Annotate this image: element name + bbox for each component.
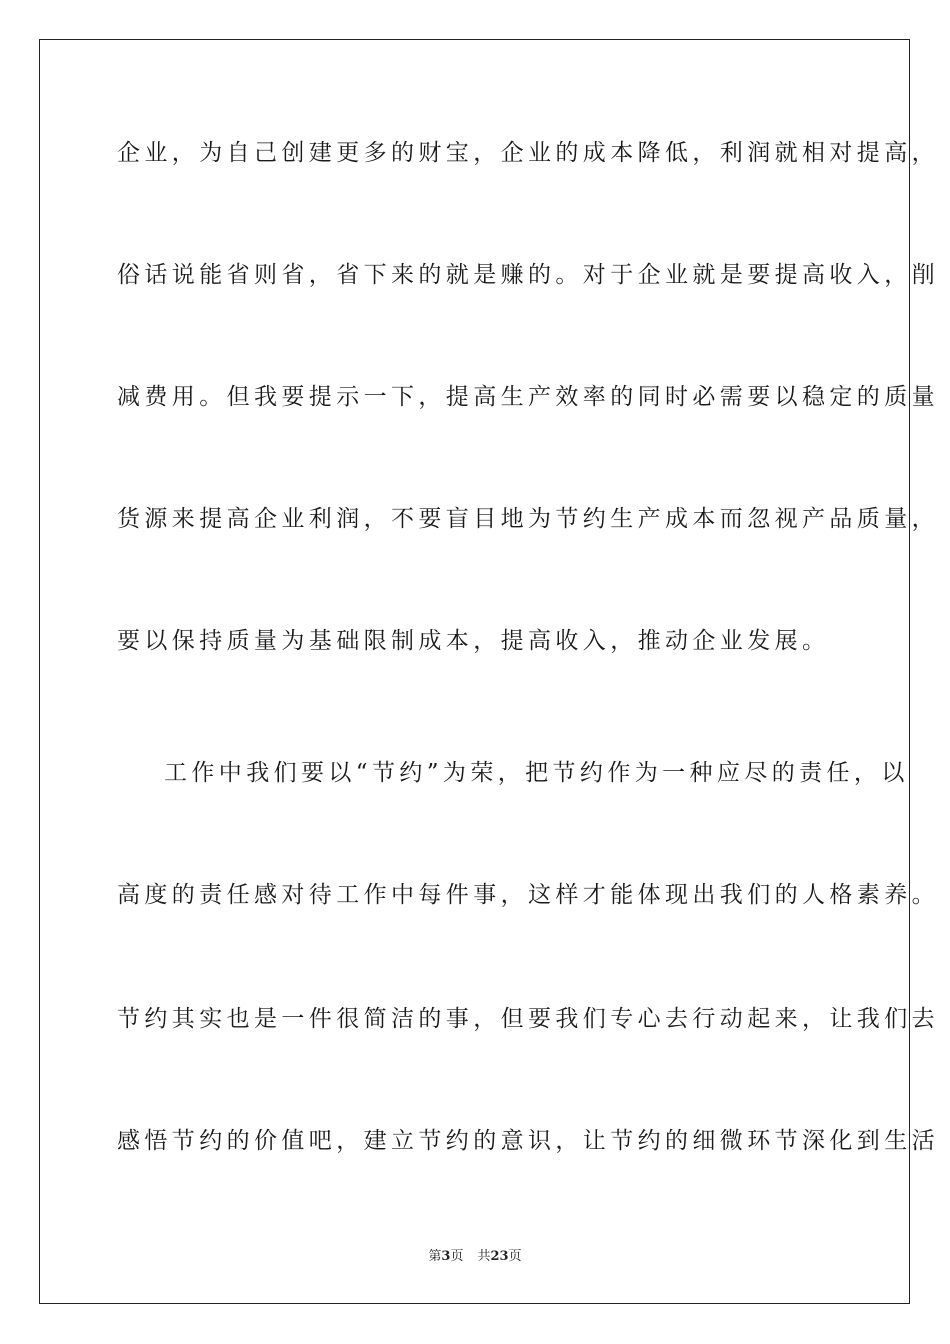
body-line-6: 工作中我们要以“节约”为荣，把节约作为一种应尽的责任，以 [164, 760, 909, 786]
total-pages: 23 [490, 1249, 509, 1264]
page-number: 3 [441, 1249, 451, 1264]
body-line-8: 节约其实也是一件很简洁的事，但要我们专心去行动起来，让我们去 [117, 1006, 939, 1032]
body-line-5: 要以保持质量为基础限制成本，提高收入，推动企业发展。 [117, 628, 830, 654]
total-prefix: 共 [477, 1249, 491, 1264]
body-line-9: 感悟节约的价值吧，建立节约的意识，让节约的细微环节深化到生活 [117, 1128, 939, 1154]
page-prefix: 第 [428, 1249, 442, 1264]
page-suffix: 页 [450, 1249, 464, 1264]
body-line-1: 企业，为自己创建更多的财宝，企业的成本降低，利润就相对提高， [117, 140, 939, 166]
body-line-3: 减费用。但我要提示一下，提高生产效率的同时必需要以稳定的质量 [117, 384, 939, 410]
body-line-4: 货源来提高企业利润，不要盲目地为节约生产成本而忽视产品质量， [117, 506, 939, 532]
total-suffix: 页 [508, 1249, 522, 1264]
page-footer [0, 1248, 950, 1266]
body-line-2: 俗话说能省则省，省下来的就是赚的。对于企业就是要提高收入，削 [117, 262, 939, 288]
page-border [39, 39, 939, 1304]
body-line-7: 高度的责任感对待工作中每件事，这样才能体现出我们的人格素养。 [117, 882, 939, 908]
